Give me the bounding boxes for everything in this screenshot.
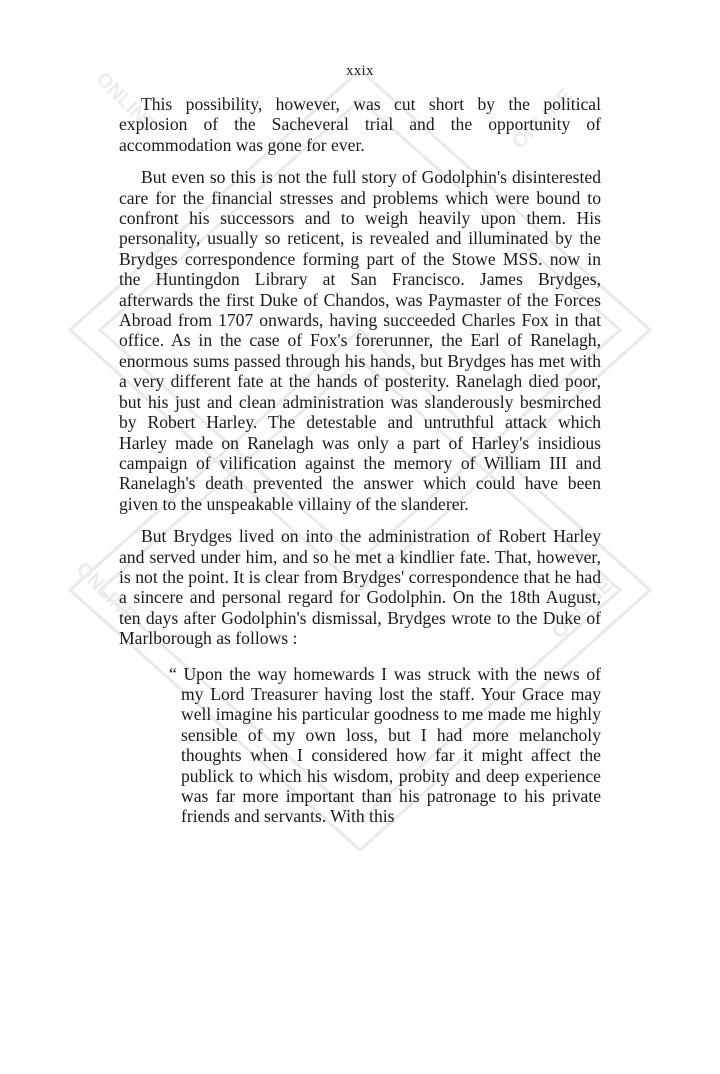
page-number: xxix (346, 63, 374, 79)
text-block (119, 62, 601, 827)
block-quote: “ Upon the way homewards I was struck with the news of my Lord Treasurer having lost the staff. Your Grace may well imagine his particular goodness to me made me highly sensible of my own loss, but I had more melancholy thoughts when I considered how far it might affect the publick to which his wisdom, probity and deep experience was far more important than his patronage to his private friends and servants. With this (169, 663, 601, 827)
watermark-label-4: ONLINE (71, 557, 141, 627)
watermark-label-2: ONLINE (547, 574, 617, 644)
watermark-label-3: ONLINE (91, 67, 161, 137)
watermark-label-1: ONLINE (507, 84, 577, 154)
paragraph-1: This possibility, however, was cut short by the political explosion of the Sacheveral trial and the opportunity of accommodation was gone for ever. (119, 94, 601, 155)
paragraph-2: But even so this is not the full story of Godolphin's disinterested care for the financial stresses and problems which were bound to confront his successors and to weigh heavily upon them. His personality, usually so reticent, is revealed and illuminated by the Brydges correspondence forming part of the Stowe MSS. now in the Huntingdon Library at San Francisco. James Brydges, afterwards the first Duke of Chandos, was Paymaster of the Forces Abroad from 1707 onwards, having succeeded Charles Fox in that office. As in the case of Fox's forerunner, the Earl of Ranelagh, enormous sums passed through his hands, but Brydges has met with a very different fate at the hands of posterity. Ranelagh died poor, but his just and clean administration was slanderously besmirched by Robert Harley. The detestable and untruthful attack which Harley made on Ranelagh was only a part of Harley's insidious campaign of vilification against the memory of William III and Ranelagh's death prevented the answer which could have been given to the unspeakable villainy of the slanderer. (119, 167, 601, 514)
paragraph-3: But Brydges lived on into the administration of Robert Harley and served under him, and so he met a kindlier fate. That, however, is not the point. It is clear from Brydges' correspondence that he had a sincere and personal regard for Godolphin. On the 18th August, ten days after Godolphin's dismissal, Brydges wrote to the Duke of Marlborough as follows : (119, 526, 601, 649)
